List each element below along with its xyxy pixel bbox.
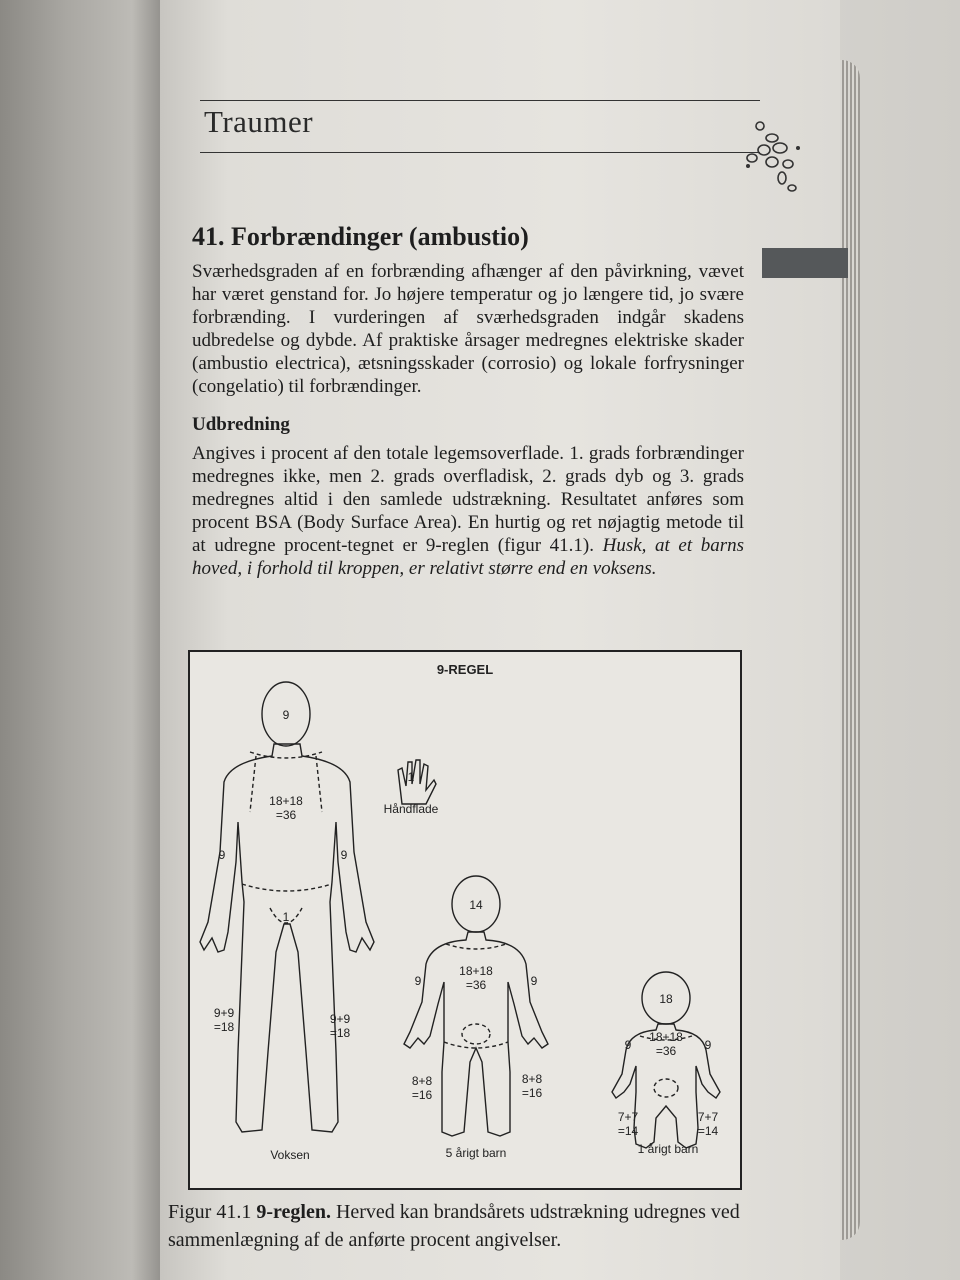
body-paragraph	[192, 442, 744, 580]
child5-label: 5 årigt barn	[445, 1146, 507, 1160]
figure-caption	[168, 1198, 758, 1254]
chapter-tab	[762, 248, 848, 278]
child5-leg-left-sum: 8+8	[411, 1074, 433, 1088]
child1-leg-right-total: =14	[697, 1124, 719, 1138]
figure-drawing	[190, 652, 740, 1188]
adult-genital-value: 1	[282, 910, 290, 924]
article	[192, 222, 744, 580]
adult-label: Voksen	[270, 1148, 310, 1162]
caption-prefix: Figur 41.1	[168, 1201, 257, 1223]
body-italic: Husk, at et barns hoved, i forhold til kroppen, er relativt større end en voksens.	[192, 535, 745, 579]
section-icon	[742, 118, 806, 198]
header-rule-bottom	[200, 152, 760, 153]
child1-leg-left-total: =14	[617, 1124, 639, 1138]
hand-label: Håndflade	[383, 802, 439, 816]
running-header	[200, 92, 760, 164]
caption-bold: 9-reglen.	[256, 1201, 331, 1223]
child1-arm-right: 9	[704, 1038, 712, 1052]
body-text: Angives i procent af den totale legemsoverflade. 1. grads forbrændinger medregnes ikke, men 2. grads overfladisk, 2. grads dyb og 3. grads medregnes altid i den samlede udstrækning. Resultatet anføres som procent BSA (Body Surface Area). En hurtig og ret nøjagtig metode til at udregne procent-tegnet er 9-reglen (figur 41.1).	[192, 443, 744, 556]
child5-arm-right: 9	[530, 974, 538, 988]
adult-leg-left-sum: 9+9	[213, 1006, 235, 1020]
adult-leg-right-total: =18	[329, 1026, 351, 1040]
header-rule-top	[200, 100, 760, 101]
adult-arm-right: 9	[340, 848, 348, 862]
child5-leg-right-total: =16	[521, 1086, 543, 1100]
figure-9-rule	[188, 650, 742, 1190]
child1-label: 1 årigt barn	[637, 1142, 699, 1156]
child1-leg-right-sum: 7+7	[697, 1110, 719, 1124]
left-page	[0, 0, 165, 1280]
child5-head-value: 14	[469, 898, 483, 912]
intro-paragraph: Sværhedsgraden af en forbrænding afhænger af den påvirkning, vævet har været genstand for. Jo højere temperatur og jo længere tid, jo svære forbrænding. I vurderingen af sværhedsgraden indgår skadens udbredelse og dybde. Af praktiske årsager medregnes elektriske skader (ambustio electrica), ætsningsskader (corrosio) og lokale forfrysninger (congelatio) til forbrændinger.	[192, 261, 744, 397]
child1-leg-left-sum: 7+7	[617, 1110, 639, 1124]
adult-head-value: 9	[282, 708, 290, 722]
adult-trunk-total: =36	[275, 808, 297, 822]
child1-trunk-sum: 18+18	[649, 1030, 683, 1044]
adult-leg-right-sum: 9+9	[329, 1012, 351, 1026]
adult-trunk-sum: 18+18	[269, 794, 303, 808]
adult-leg-left-total: =18	[213, 1020, 235, 1034]
child1-head-value: 18	[659, 992, 673, 1006]
child5-body	[404, 932, 548, 1136]
child5-trunk-sum: 18+18	[459, 964, 493, 978]
child5-arm-left: 9	[414, 974, 422, 988]
child5-leg-left-total: =16	[411, 1088, 433, 1102]
section-title: Traumer	[204, 104, 314, 139]
hand-value: 1	[407, 770, 415, 784]
figure-title: 9-REGEL	[436, 662, 494, 677]
child1-arm-left: 9	[624, 1038, 632, 1052]
child1-trunk-total: =36	[655, 1044, 677, 1058]
adult-arm-left: 9	[218, 848, 226, 862]
child5-leg-right-sum: 8+8	[521, 1072, 543, 1086]
subheading: Udbredning	[192, 414, 290, 435]
child5-trunk-total: =36	[465, 978, 487, 992]
article-heading: 41. Forbrændinger (ambustio)	[192, 222, 529, 251]
caption-text: Herved kan brandsårets udstrækning udregnes ved sammenlægning af de anførte procent angivelser.	[168, 1201, 740, 1251]
